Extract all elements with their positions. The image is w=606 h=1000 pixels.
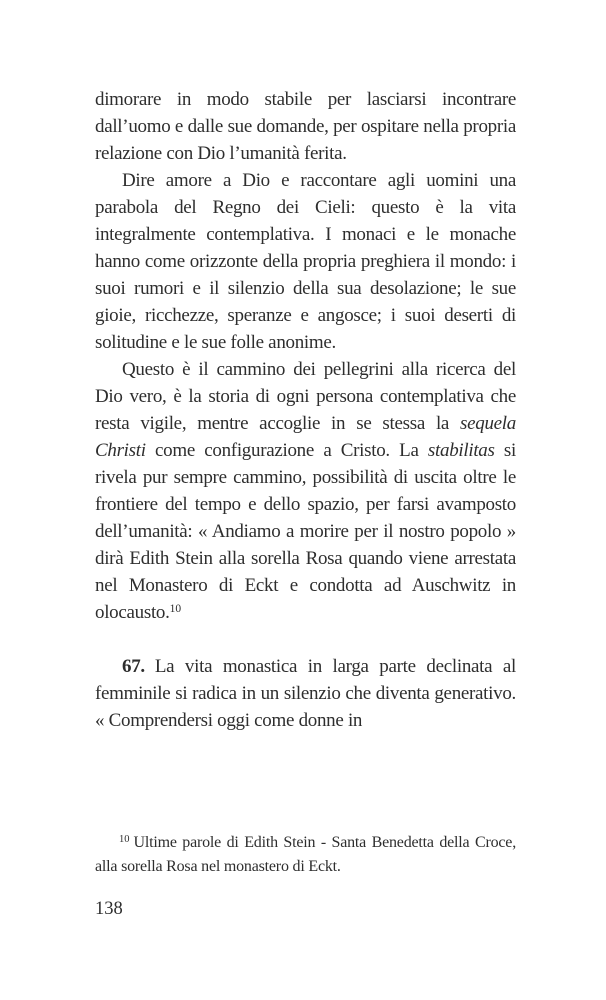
paragraph-text: come configurazione a Cristo. La xyxy=(145,440,428,461)
paragraph-text: dimorare in modo stabile per lasciarsi incontrare dall’uomo e dalle sue domande, per ospitare nella propria relazione con Dio l’umanità ferita. xyxy=(95,89,516,164)
paragraph-text: Questo è il cammino dei pellegrini alla ricerca del Dio vero, è la storia di ogni persona contemplativa che resta vigile, mentre accoglie in se stessa la xyxy=(95,359,516,434)
footnote-marker: 10 xyxy=(119,834,130,845)
paragraph-dire-amore xyxy=(95,167,516,356)
paragraph-questo-cammino xyxy=(95,356,516,626)
paragraph-text: Dire amore a Dio e raccontare agli uomini una parabola del Regno dei Cieli: questo è la vita integralmente contemplativa. I monaci e le monache hanno come orizzonte della propria preghiera il mondo: i suoi rumori e il silenzio della sua desolazione; le sue gioie, ricchezze, speranze e angosce; i suoi deserti di solitudine e le sue folle anonime. xyxy=(95,170,516,353)
latin-phrase-sequela-christi: sequela Christi xyxy=(95,413,516,461)
footnote-reference: 10 xyxy=(169,603,182,615)
footnote-text: Ultime parole di Edith Stein - Santa Benedetta della Croce, alla sorella Rosa nel monastero di Eckt. xyxy=(95,834,516,875)
section-number: 67. xyxy=(122,656,145,677)
body-text-column xyxy=(95,86,516,734)
footnote xyxy=(95,831,516,878)
paragraph-text: La vita monastica in larga parte declinata al femminile si radica in un silenzio che diventa generativo. « Comprendersi oggi come donne in xyxy=(95,656,516,731)
page-number: 138 xyxy=(95,899,123,919)
paragraph-continuation xyxy=(95,86,516,167)
paragraph-text: si rivela pur sempre cammino, possibilità di uscita oltre le frontiere del tempo e dello spazio, per farsi avamposto dell’umanità: « Andiamo a morire per il nostro popolo » dirà Edith Stein alla sorella Rosa quando viene arrestata nel Monastero di Eckt e condotta ad Auschwitz in olocausto. xyxy=(95,440,516,623)
latin-phrase-stabilitas: stabilitas xyxy=(427,440,495,461)
paragraph-section-67 xyxy=(95,653,516,734)
